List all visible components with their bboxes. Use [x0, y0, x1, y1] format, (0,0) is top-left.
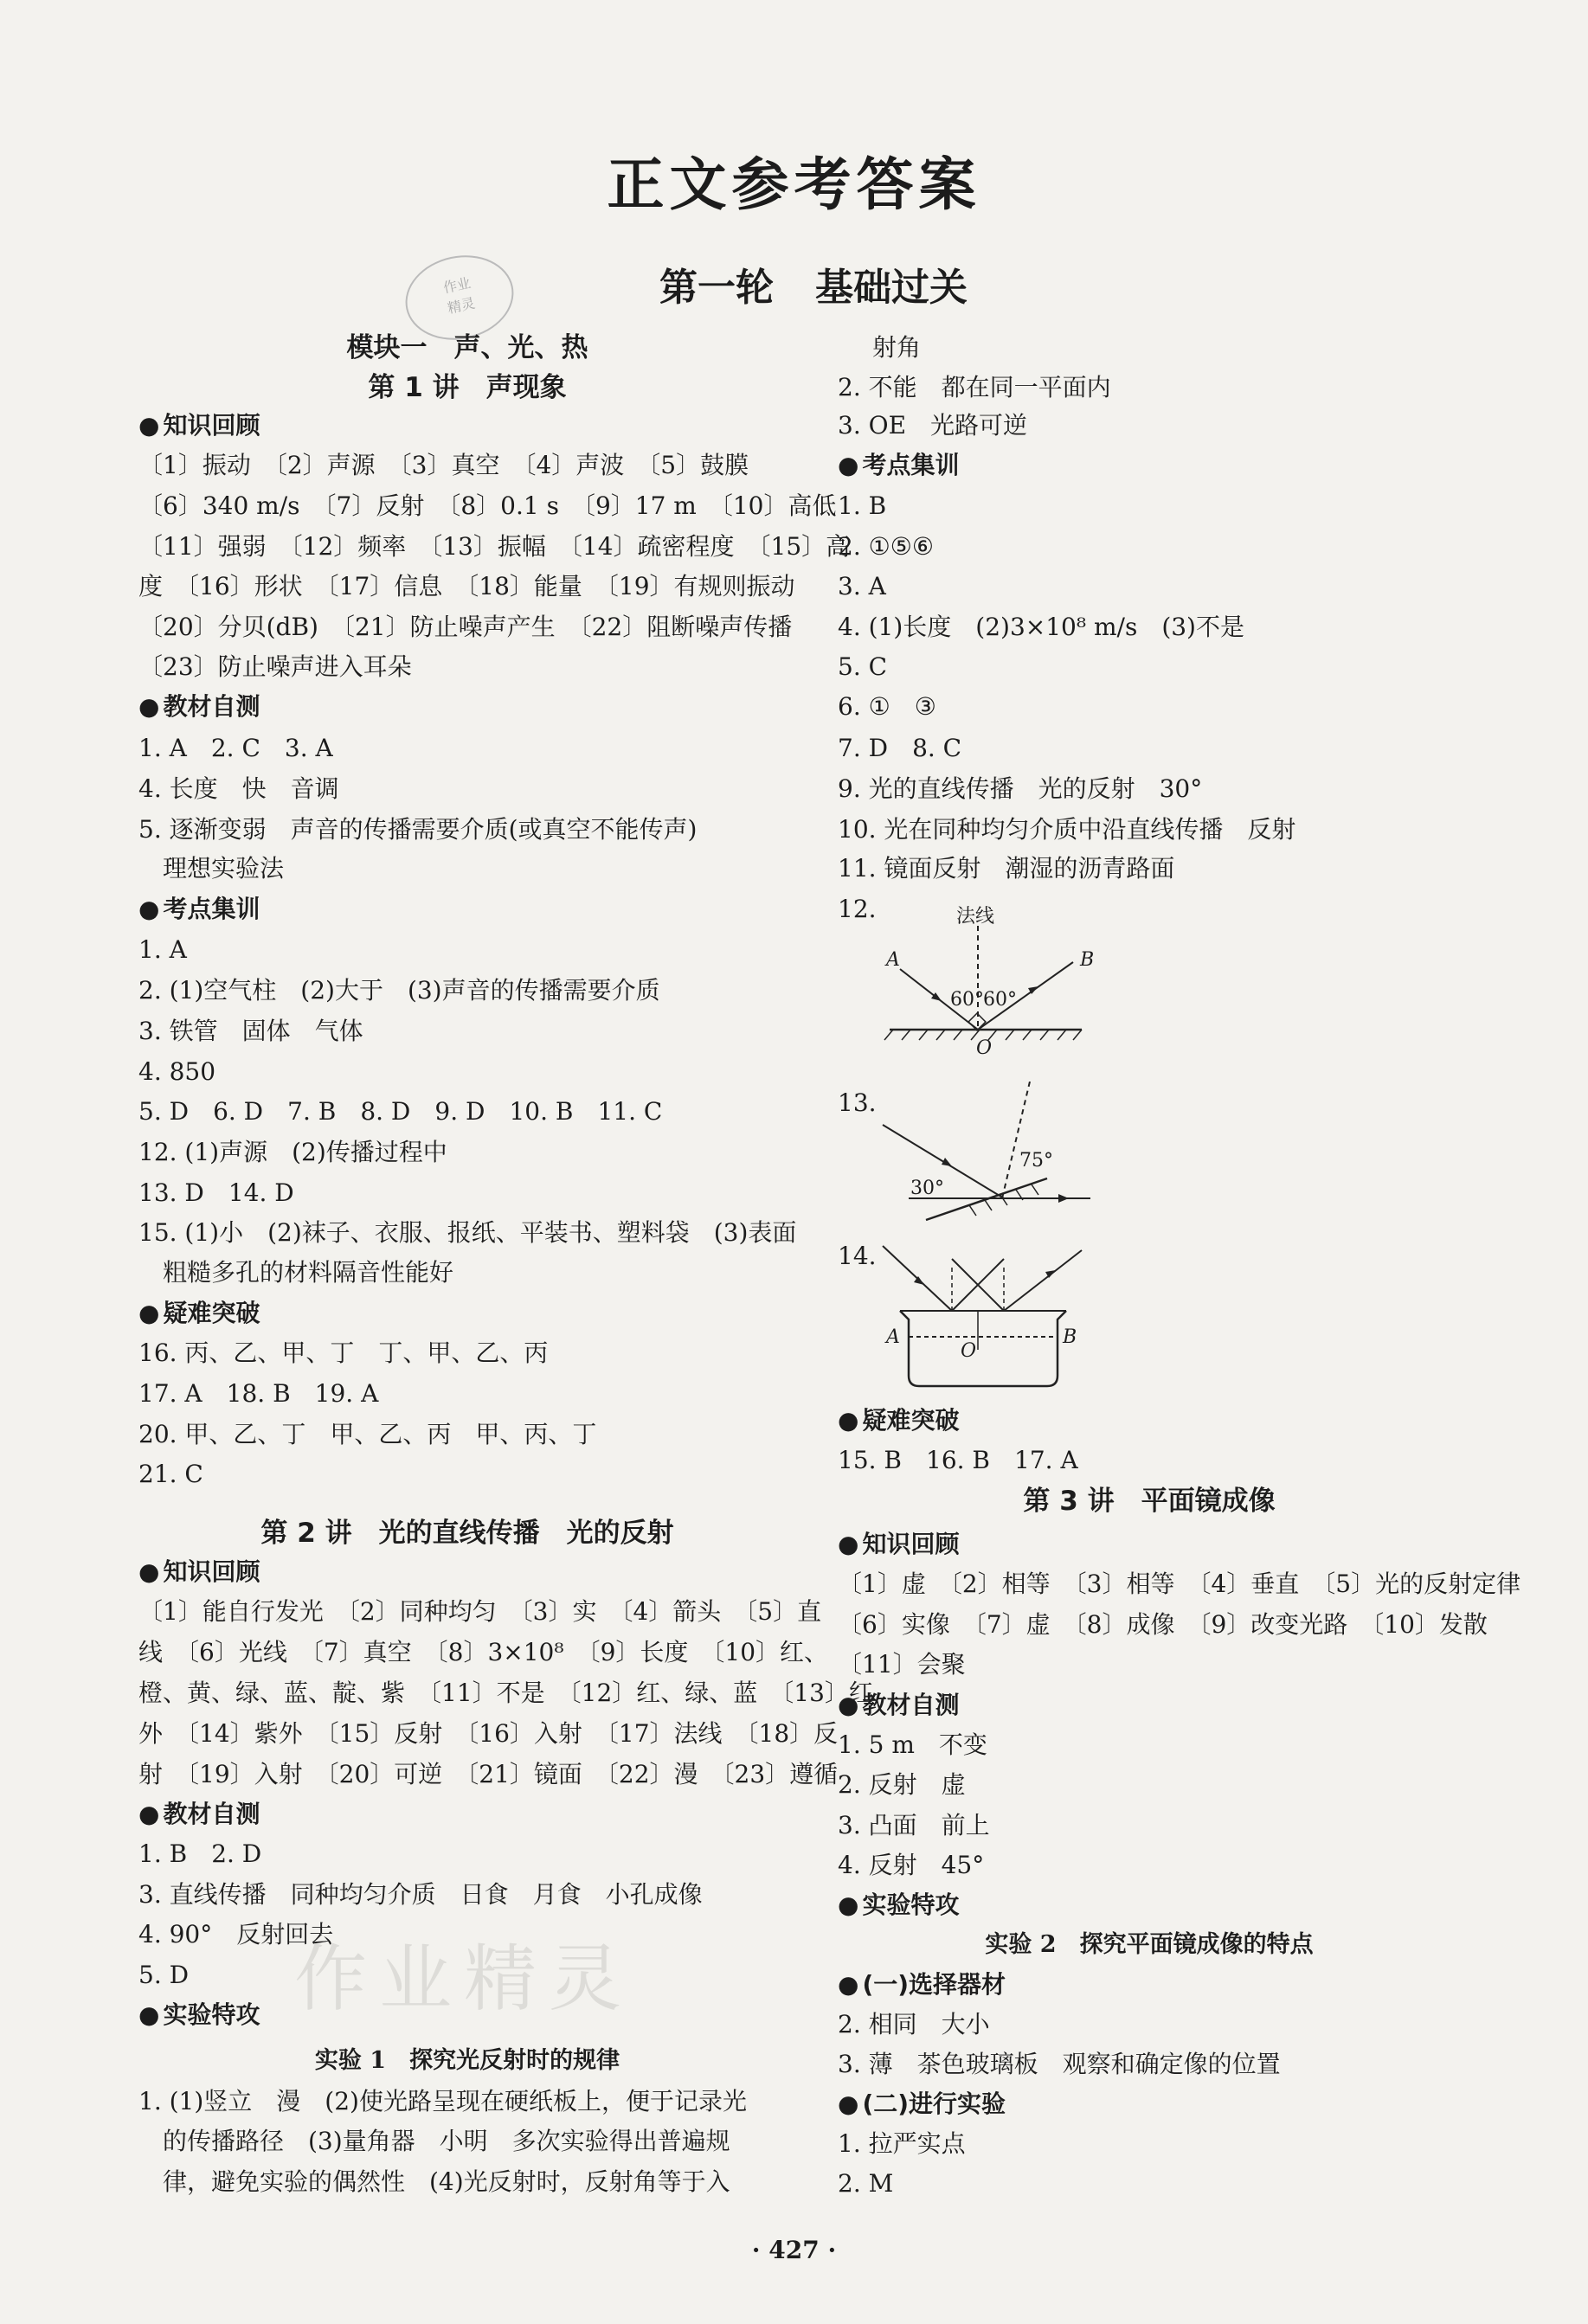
- container: [900, 1311, 1066, 1386]
- subsection-label: ● 知识回顾: [138, 408, 260, 443]
- page-title: 正文参考答案: [607, 151, 981, 218]
- answer-line: 实验 2 探究平面镜成像的特点: [985, 1931, 1314, 1958]
- section-heading: 模块一 声、光、热: [346, 332, 588, 363]
- answer-line: 〔11〕会聚: [838, 1650, 966, 1679]
- answer-line: 1. A 2. C 3. A: [138, 734, 333, 762]
- answer-line: 〔1〕振动 〔2〕声源 〔3〕真空 〔4〕声波 〔5〕鼓膜: [138, 451, 749, 479]
- answer-line: 度 〔16〕形状 〔17〕信息 〔18〕能量 〔19〕有规则振动: [138, 572, 795, 600]
- round-name: 第一轮: [659, 266, 774, 310]
- subsection-label: ● 教材自测: [838, 1688, 959, 1723]
- answer-line: 2. ①⑤⑥: [838, 532, 934, 561]
- subsection-label: ● 疑难突破: [838, 1403, 959, 1438]
- answer-line: 〔23〕防止噪声进入耳朵: [138, 652, 412, 681]
- subsection-label: ● 考点集训: [838, 448, 959, 483]
- answer-line: 3. A: [838, 572, 886, 600]
- label-angle-incident: 60°: [950, 989, 984, 1011]
- answer-line: 〔6〕实像 〔7〕虚 〔8〕成像 〔9〕改变光路 〔10〕发散: [838, 1610, 1488, 1639]
- answer-line: 2. 不能 都在同一平面内: [838, 373, 1111, 401]
- subsection-label: ● 知识回顾: [138, 1555, 260, 1589]
- answer-line: 3. 直线传播 同种均匀介质 日食 月食 小孔成像: [138, 1880, 703, 1909]
- answer-line: 10. 光在同种均匀介质中沿直线传播 反射: [838, 815, 1296, 844]
- normal-line: [1002, 1082, 1030, 1198]
- answer-line: 5. 逐渐变弱 声音的传播需要介质(或真空不能传声): [138, 815, 698, 844]
- answer-line: 16. 丙、乙、甲、丁 丁、甲、乙、丙: [138, 1339, 549, 1367]
- answer-line: 3. 凸面 前上: [838, 1811, 990, 1839]
- answer-line: 20. 甲、乙、丁 甲、乙、丙 甲、丙、丁: [138, 1420, 597, 1448]
- section-heading: 第 2 讲 光的直线传播 光的反射: [260, 1518, 674, 1549]
- answer-line: 2. 相同 大小: [838, 2010, 990, 2038]
- answer-line: 13. D 14. D: [138, 1178, 294, 1207]
- answer-line: 12. (1)声源 (2)传播过程中: [138, 1138, 447, 1166]
- answer-line: 〔1〕能自行发光 〔2〕同种均匀 〔3〕实 〔4〕箭头 〔5〕直: [138, 1597, 822, 1626]
- answer-line: 11. 镜面反射 潮湿的沥青路面: [838, 854, 1175, 883]
- answer-line: 4. 长度 快 音调: [138, 774, 339, 803]
- label-angle-75: 75°: [1019, 1150, 1053, 1172]
- answer-line: 的传播路径 (3)量角器 小明 多次实验得出普遍规: [138, 2127, 730, 2155]
- diagram-13-reflection: [874, 1082, 1116, 1229]
- answer-line: 律，避免实验的偶然性 (4)光反射时，反射角等于入: [138, 2167, 730, 2196]
- answer-line: 21. C: [138, 1460, 203, 1488]
- answer-line: 2. 反射 虚: [838, 1770, 966, 1799]
- subsection-label: ● 实验特攻: [138, 1998, 260, 2032]
- answer-line: 4. (1)长度 (2)3×10⁸ m/s (3)不是: [838, 613, 1244, 641]
- subsection-label: ● 疑难突破: [138, 1296, 260, 1331]
- answer-line: 4. 850: [138, 1057, 216, 1086]
- label-angle-reflected: 60°: [983, 989, 1017, 1011]
- subsection-label: ● (二)进行实验: [838, 2087, 1006, 2122]
- diagram-12-reflection: [874, 900, 1116, 1064]
- answer-line: 13.: [838, 1088, 877, 1117]
- answer-line: 1. B 2. D: [138, 1839, 262, 1868]
- answer-line: 1. B: [838, 491, 887, 520]
- label-b: B: [1080, 949, 1095, 971]
- answer-line: 橙、黄、绿、蓝、靛、紫 〔11〕不是 〔12〕红、绿、蓝 〔13〕红: [138, 1679, 873, 1707]
- label-a: A: [886, 1326, 900, 1348]
- page-number: · 427 ·: [751, 2236, 837, 2264]
- answer-line: 射角: [872, 333, 922, 362]
- mirror-hatch: [969, 1184, 1038, 1216]
- answer-line: 14.: [838, 1242, 877, 1270]
- answer-line: 粗糙多孔的材料隔音性能好: [138, 1258, 454, 1287]
- answer-line: 1. (1)竖立 漫 (2)使光路呈现在硬纸板上，便于记录光: [138, 2087, 747, 2115]
- answer-line: 5. D: [138, 1961, 190, 1989]
- answer-line: 3. OE 光路可逆: [838, 411, 1028, 440]
- subsection-label: ● 教材自测: [138, 1797, 260, 1832]
- answer-line: 〔11〕强弱 〔12〕频率 〔13〕振幅 〔14〕疏密程度 〔15〕高: [138, 532, 851, 561]
- watermark: 作业精灵: [294, 1936, 634, 2021]
- answer-line: 1. A: [138, 935, 187, 964]
- subsection-label: ● 考点集训: [138, 892, 260, 927]
- answer-line: 〔1〕虚 〔2〕相等 〔3〕相等 〔4〕垂直 〔5〕光的反射定律: [838, 1570, 1521, 1598]
- subsection-label: ● 实验特攻: [838, 1888, 959, 1923]
- answer-line: 1. 拉严实点: [838, 2129, 966, 2158]
- answer-line: 3. 薄 茶色玻璃板 观察和确定像的位置: [838, 2050, 1281, 2078]
- stamp-line: 精灵: [446, 294, 477, 317]
- answer-line: 3. 铁管 固体 气体: [138, 1017, 363, 1045]
- label-angle-30: 30°: [910, 1178, 944, 1199]
- answer-line: 4. 90° 反射回去: [138, 1920, 334, 1948]
- label-o: O: [961, 1340, 977, 1362]
- answer-line: 12.: [838, 895, 877, 923]
- round-title: [571, 256, 1056, 311]
- section-heading: 第 3 讲 平面镜成像: [1023, 1486, 1276, 1517]
- reflected-ray-2: [1004, 1250, 1082, 1311]
- answer-line: 〔6〕340 m/s 〔7〕反射 〔8〕0.1 s 〔9〕17 m 〔10〕高低: [138, 491, 837, 520]
- answer-line: 4. 反射 45°: [838, 1851, 985, 1879]
- answer-line: 15. B 16. B 17. A: [838, 1446, 1078, 1474]
- label-o: O: [976, 1037, 993, 1059]
- stamp-line: 作业: [441, 274, 473, 297]
- answer-line: 7. D 8. C: [838, 734, 962, 762]
- answer-line: 外 〔14〕紫外 〔15〕反射 〔16〕入射 〔17〕法线 〔18〕反: [138, 1719, 839, 1748]
- answer-line: 1. 5 m 不变: [838, 1730, 987, 1759]
- answer-line: 5. D 6. D 7. B 8. D 9. D 10. B 11. C: [138, 1097, 663, 1126]
- diagram-14-container: [874, 1237, 1116, 1393]
- incident-arrow: [942, 1158, 952, 1166]
- label-normal: 法线: [956, 906, 995, 928]
- answer-line: 实验 1 探究光反射时的规律: [314, 2047, 620, 2074]
- answer-line: 2. M: [838, 2169, 894, 2198]
- answer-line: 15. (1)小 (2)袜子、衣服、报纸、平装书、塑料袋 (3)表面: [138, 1218, 797, 1247]
- round-subtitle: 基础过关: [815, 266, 968, 310]
- subsection-label: ● (一)选择器材: [838, 1968, 1006, 2002]
- section-heading: 第 1 讲 声现象: [368, 372, 567, 403]
- answer-line: 2. (1)空气柱 (2)大于 (3)声音的传播需要介质: [138, 976, 660, 1005]
- answer-line: 线 〔6〕光线 〔7〕真空 〔8〕3×10⁸ 〔9〕长度 〔10〕红、: [138, 1638, 829, 1666]
- horizontal-arrow: [1058, 1194, 1069, 1203]
- answer-line: 9. 光的直线传播 光的反射 30°: [838, 774, 1203, 803]
- label-b: B: [1063, 1326, 1077, 1348]
- answer-line: 5. C: [838, 652, 888, 681]
- label-a: A: [886, 949, 900, 971]
- answer-line: 理想实验法: [138, 854, 285, 883]
- answer-line: 17. A 18. B 19. A: [138, 1379, 379, 1408]
- subsection-label: ● 知识回顾: [838, 1527, 959, 1562]
- answer-line: 〔20〕分贝(dB) 〔21〕防止噪声产生 〔22〕阻断噪声传播: [138, 613, 793, 641]
- answer-line: 6. ① ③: [838, 692, 936, 721]
- answer-line: 射 〔19〕入射 〔20〕可逆 〔21〕镜面 〔22〕漫 〔23〕遵循: [138, 1760, 839, 1788]
- subsection-label: ● 教材自测: [138, 690, 260, 724]
